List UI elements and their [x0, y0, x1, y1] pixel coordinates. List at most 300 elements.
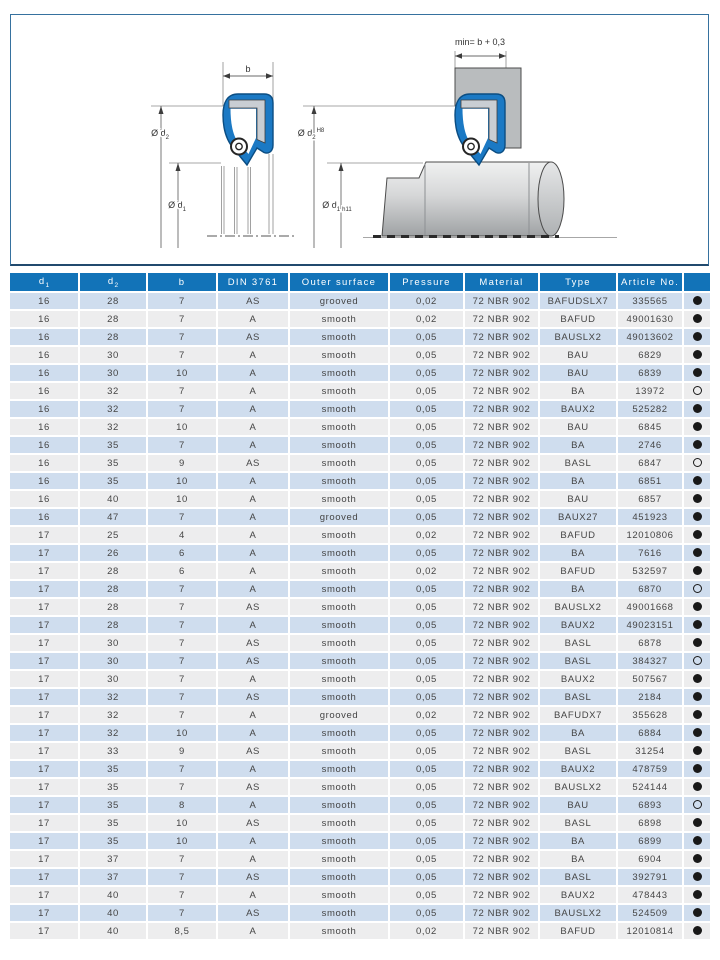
cell-pressure: 0,05 [390, 689, 463, 705]
cell-article-no: 6893 [618, 797, 682, 813]
cell-material: 72 NBR 902 [465, 671, 538, 687]
cell-d1: 16 [10, 383, 78, 399]
cell-article-no: 478759 [618, 761, 682, 777]
cell-type: BAUSLX2 [540, 779, 616, 795]
cell-material: 72 NBR 902 [465, 581, 538, 597]
cell-availability [684, 833, 710, 849]
cell-type: BA [540, 545, 616, 561]
cell-availability [684, 923, 710, 939]
cell-b: 7 [148, 869, 216, 885]
cell-outer-surface: smooth [290, 851, 388, 867]
cell-availability [684, 329, 710, 345]
cell-type: BAU [540, 365, 616, 381]
cell-b: 7 [148, 653, 216, 669]
cell-din-3761: A [218, 527, 288, 543]
cell-d2: 30 [80, 671, 146, 687]
table-row [10, 617, 710, 633]
cell-d2: 28 [80, 581, 146, 597]
d1-dimension-label: Ø $d_1$ [168, 200, 186, 213]
cell-b: 10 [148, 419, 216, 435]
cell-b: 10 [148, 365, 216, 381]
cell-pressure: 0,05 [390, 761, 463, 777]
table-row [10, 635, 710, 651]
table-row [10, 527, 710, 543]
cell-material: 72 NBR 902 [465, 563, 538, 579]
cell-din-3761: A [218, 707, 288, 723]
cell-outer-surface: smooth [290, 617, 388, 633]
table-row [10, 293, 710, 309]
cell-d2: 28 [80, 293, 146, 309]
cell-article-no: 524509 [618, 905, 682, 921]
cell-b: 7 [148, 671, 216, 687]
cell-pressure: 0,05 [390, 833, 463, 849]
header-d1: $d_1$ [10, 273, 78, 291]
header-pressure: Pressure [390, 273, 463, 291]
cell-type: BA [540, 581, 616, 597]
cell-outer-surface: smooth [290, 401, 388, 417]
cell-availability [684, 581, 710, 597]
cell-material: 72 NBR 902 [465, 725, 538, 741]
cell-article-no: 6904 [618, 851, 682, 867]
cell-outer-surface: smooth [290, 365, 388, 381]
cell-d1: 17 [10, 599, 78, 615]
table-row [10, 329, 710, 345]
cell-b: 7 [148, 329, 216, 345]
cell-availability [684, 707, 710, 723]
cell-outer-surface: smooth [290, 581, 388, 597]
cell-availability [684, 563, 710, 579]
cell-availability [684, 419, 710, 435]
cell-pressure: 0,05 [390, 473, 463, 489]
cell-material: 72 NBR 902 [465, 509, 538, 525]
cell-d2: 30 [80, 635, 146, 651]
cell-pressure: 0,05 [390, 779, 463, 795]
cell-d2: 35 [80, 779, 146, 795]
cell-outer-surface: smooth [290, 437, 388, 453]
table-row [10, 455, 710, 471]
cell-d2: 28 [80, 311, 146, 327]
cell-d1: 17 [10, 797, 78, 813]
cell-b: 10 [148, 833, 216, 849]
table-row [10, 599, 710, 615]
table-row [10, 779, 710, 795]
cell-article-no: 6857 [618, 491, 682, 507]
cell-availability [684, 653, 710, 669]
cell-b: 7 [148, 401, 216, 417]
cell-material: 72 NBR 902 [465, 347, 538, 363]
cell-b: 7 [148, 617, 216, 633]
header-availability [684, 273, 710, 291]
cell-b: 7 [148, 851, 216, 867]
cell-outer-surface: grooved [290, 707, 388, 723]
technical-drawing-panel [10, 14, 709, 266]
cell-availability [684, 779, 710, 795]
cell-din-3761: A [218, 347, 288, 363]
cell-pressure: 0,05 [390, 437, 463, 453]
cell-article-no: 12010814 [618, 923, 682, 939]
cell-availability [684, 311, 710, 327]
table-row [10, 851, 710, 867]
filled-circle-icon [693, 602, 702, 611]
cell-din-3761: A [218, 581, 288, 597]
cell-article-no: 2184 [618, 689, 682, 705]
cell-article-no: 384327 [618, 653, 682, 669]
filled-circle-icon [693, 566, 702, 575]
cell-d2: 35 [80, 473, 146, 489]
cell-material: 72 NBR 902 [465, 599, 538, 615]
cell-d1: 17 [10, 689, 78, 705]
cell-material: 72 NBR 902 [465, 329, 538, 345]
cell-outer-surface: smooth [290, 761, 388, 777]
cell-outer-surface: smooth [290, 635, 388, 651]
shaft [382, 162, 564, 236]
cell-type: BAUX2 [540, 671, 616, 687]
cell-outer-surface: smooth [290, 599, 388, 615]
cell-material: 72 NBR 902 [465, 797, 538, 813]
filled-circle-icon [693, 764, 702, 773]
cell-type: BAU [540, 347, 616, 363]
cell-d2: 32 [80, 725, 146, 741]
cell-din-3761: A [218, 797, 288, 813]
table-row [10, 923, 710, 939]
cell-availability [684, 599, 710, 615]
cell-material: 72 NBR 902 [465, 833, 538, 849]
cell-din-3761: A [218, 365, 288, 381]
cell-d2: 40 [80, 491, 146, 507]
cell-article-no: 13972 [618, 383, 682, 399]
header-article-no: Article No. [618, 273, 682, 291]
cell-d1: 16 [10, 509, 78, 525]
cell-material: 72 NBR 902 [465, 851, 538, 867]
cell-b: 7 [148, 437, 216, 453]
cell-d1: 16 [10, 437, 78, 453]
cell-b: 7 [148, 887, 216, 903]
cell-din-3761: AS [218, 329, 288, 345]
cell-outer-surface: smooth [290, 905, 388, 921]
cell-d1: 17 [10, 923, 78, 939]
cell-availability [684, 635, 710, 651]
cell-pressure: 0,02 [390, 923, 463, 939]
cell-material: 72 NBR 902 [465, 473, 538, 489]
cell-article-no: 49001668 [618, 599, 682, 615]
cell-d2: 35 [80, 761, 146, 777]
cell-material: 72 NBR 902 [465, 869, 538, 885]
cell-b: 7 [148, 689, 216, 705]
cell-pressure: 0,05 [390, 815, 463, 831]
cell-b: 8,5 [148, 923, 216, 939]
cell-din-3761: A [218, 761, 288, 777]
cell-availability [684, 437, 710, 453]
cell-availability [684, 797, 710, 813]
cell-d2: 35 [80, 455, 146, 471]
cell-article-no: 49013602 [618, 329, 682, 345]
cell-d2: 25 [80, 527, 146, 543]
cell-type: BAUX2 [540, 887, 616, 903]
filled-circle-icon [693, 350, 702, 359]
cell-pressure: 0,05 [390, 653, 463, 669]
cell-availability [684, 671, 710, 687]
cell-pressure: 0,05 [390, 383, 463, 399]
table-row [10, 563, 710, 579]
cell-material: 72 NBR 902 [465, 527, 538, 543]
cell-din-3761: A [218, 437, 288, 453]
cell-b: 6 [148, 563, 216, 579]
cell-d1: 16 [10, 365, 78, 381]
table-row [10, 401, 710, 417]
cell-b: 6 [148, 545, 216, 561]
cell-b: 9 [148, 455, 216, 471]
cell-outer-surface: smooth [290, 419, 388, 435]
cell-d1: 17 [10, 869, 78, 885]
cell-type: BAU [540, 419, 616, 435]
cell-article-no: 6839 [618, 365, 682, 381]
cell-pressure: 0,05 [390, 905, 463, 921]
cell-d2: 35 [80, 437, 146, 453]
cell-material: 72 NBR 902 [465, 311, 538, 327]
table-row [10, 671, 710, 687]
table-row [10, 887, 710, 903]
filled-circle-icon [693, 314, 702, 323]
table-row [10, 689, 710, 705]
cell-material: 72 NBR 902 [465, 545, 538, 561]
cell-pressure: 0,05 [390, 635, 463, 651]
cell-b: 10 [148, 491, 216, 507]
cell-b: 10 [148, 473, 216, 489]
cell-din-3761: AS [218, 743, 288, 759]
cell-outer-surface: smooth [290, 491, 388, 507]
cell-d2: 37 [80, 869, 146, 885]
cell-d2: 28 [80, 563, 146, 579]
cell-article-no: 12010806 [618, 527, 682, 543]
cell-availability [684, 851, 710, 867]
cell-pressure: 0,05 [390, 671, 463, 687]
cell-article-no: 6851 [618, 473, 682, 489]
cell-type: BASL [540, 653, 616, 669]
cell-type: BAU [540, 797, 616, 813]
cell-material: 72 NBR 902 [465, 419, 538, 435]
cell-b: 7 [148, 383, 216, 399]
filled-circle-icon [693, 530, 702, 539]
cell-pressure: 0,05 [390, 491, 463, 507]
cell-d1: 16 [10, 311, 78, 327]
cell-type: BASL [540, 689, 616, 705]
cell-din-3761: AS [218, 905, 288, 921]
cell-type: BA [540, 437, 616, 453]
cell-type: BAFUD [540, 563, 616, 579]
cell-b: 9 [148, 743, 216, 759]
cell-pressure: 0,02 [390, 527, 463, 543]
cell-outer-surface: smooth [290, 473, 388, 489]
cell-article-no: 6829 [618, 347, 682, 363]
cell-article-no: 335565 [618, 293, 682, 309]
cell-availability [684, 617, 710, 633]
cell-type: BASL [540, 743, 616, 759]
cell-d2: 35 [80, 833, 146, 849]
cell-article-no: 6870 [618, 581, 682, 597]
filled-circle-icon [693, 872, 702, 881]
cell-din-3761: AS [218, 653, 288, 669]
cell-d1: 17 [10, 563, 78, 579]
cell-type: BASL [540, 815, 616, 831]
filled-circle-icon [693, 404, 702, 413]
cell-din-3761: A [218, 473, 288, 489]
cell-d2: 37 [80, 851, 146, 867]
cell-article-no: 451923 [618, 509, 682, 525]
cell-d2: 35 [80, 797, 146, 813]
cell-d2: 40 [80, 887, 146, 903]
cell-din-3761: A [218, 563, 288, 579]
cell-b: 7 [148, 347, 216, 363]
filled-circle-icon [693, 548, 702, 557]
cell-outer-surface: smooth [290, 329, 388, 345]
table-row [10, 473, 710, 489]
cell-type: BAU [540, 491, 616, 507]
cell-din-3761: A [218, 491, 288, 507]
cell-pressure: 0,02 [390, 311, 463, 327]
cell-din-3761: A [218, 401, 288, 417]
cell-din-3761: A [218, 509, 288, 525]
table-row [10, 725, 710, 741]
cell-din-3761: AS [218, 455, 288, 471]
cell-article-no: 6899 [618, 833, 682, 849]
cell-material: 72 NBR 902 [465, 293, 538, 309]
cell-material: 72 NBR 902 [465, 707, 538, 723]
cell-article-no: 532597 [618, 563, 682, 579]
cell-d1: 17 [10, 725, 78, 741]
cell-availability [684, 491, 710, 507]
filled-circle-icon [693, 512, 702, 521]
filled-circle-icon [693, 926, 702, 935]
cell-availability [684, 725, 710, 741]
filled-circle-icon [693, 332, 702, 341]
cell-din-3761: A [218, 671, 288, 687]
cell-availability [684, 905, 710, 921]
cell-din-3761: AS [218, 689, 288, 705]
cell-d1: 17 [10, 653, 78, 669]
cell-b: 7 [148, 311, 216, 327]
cell-article-no: 31254 [618, 743, 682, 759]
cell-outer-surface: smooth [290, 671, 388, 687]
cell-din-3761: A [218, 383, 288, 399]
cell-d1: 17 [10, 851, 78, 867]
cell-article-no: 6878 [618, 635, 682, 651]
table-row [10, 707, 710, 723]
cell-d2: 28 [80, 329, 146, 345]
cell-d2: 47 [80, 509, 146, 525]
table-row [10, 815, 710, 831]
open-circle-icon [693, 584, 702, 593]
table-row [10, 833, 710, 849]
header-type: Type [540, 273, 616, 291]
cell-type: BA [540, 725, 616, 741]
cell-article-no: 6884 [618, 725, 682, 741]
cell-b: 7 [148, 707, 216, 723]
cell-pressure: 0,02 [390, 707, 463, 723]
seal-drawing [11, 15, 708, 264]
cell-d1: 16 [10, 419, 78, 435]
filled-circle-icon [693, 836, 702, 845]
cell-outer-surface: smooth [290, 689, 388, 705]
cell-b: 4 [148, 527, 216, 543]
cell-pressure: 0,05 [390, 509, 463, 525]
cell-type: BA [540, 383, 616, 399]
cell-b: 10 [148, 815, 216, 831]
cell-b: 7 [148, 509, 216, 525]
cell-availability [684, 473, 710, 489]
cell-outer-surface: grooved [290, 509, 388, 525]
cell-availability [684, 527, 710, 543]
cell-material: 72 NBR 902 [465, 455, 538, 471]
right-figure-installation [298, 37, 617, 248]
table-header-row [10, 273, 710, 291]
cell-outer-surface: smooth [290, 383, 388, 399]
cell-d1: 16 [10, 473, 78, 489]
cell-type: BA [540, 851, 616, 867]
cell-d1: 16 [10, 347, 78, 363]
cell-din-3761: A [218, 617, 288, 633]
table-row [10, 905, 710, 921]
cell-outer-surface: grooved [290, 293, 388, 309]
cell-d1: 17 [10, 887, 78, 903]
cell-pressure: 0,05 [390, 329, 463, 345]
cell-d1: 17 [10, 581, 78, 597]
cell-pressure: 0,05 [390, 743, 463, 759]
cell-d1: 17 [10, 617, 78, 633]
cell-d2: 32 [80, 383, 146, 399]
cell-din-3761: A [218, 545, 288, 561]
cell-d1: 17 [10, 527, 78, 543]
cell-article-no: 6845 [618, 419, 682, 435]
cell-type: BAUSLX2 [540, 599, 616, 615]
cell-material: 72 NBR 902 [465, 761, 538, 777]
cell-material: 72 NBR 902 [465, 815, 538, 831]
cell-availability [684, 689, 710, 705]
cell-b: 7 [148, 761, 216, 777]
cell-article-no: 49001630 [618, 311, 682, 327]
cell-article-no: 525282 [618, 401, 682, 417]
cell-outer-surface: smooth [290, 923, 388, 939]
cell-din-3761: A [218, 725, 288, 741]
cell-outer-surface: smooth [290, 545, 388, 561]
filled-circle-icon [693, 728, 702, 737]
table-row [10, 491, 710, 507]
filled-circle-icon [693, 494, 702, 503]
cell-d2: 26 [80, 545, 146, 561]
filled-circle-icon [693, 476, 702, 485]
table-row [10, 311, 710, 327]
table-row [10, 653, 710, 669]
cell-type: BAUX27 [540, 509, 616, 525]
cell-availability [684, 293, 710, 309]
cell-pressure: 0,05 [390, 851, 463, 867]
cell-article-no: 507567 [618, 671, 682, 687]
cell-article-no: 355628 [618, 707, 682, 723]
cell-pressure: 0,02 [390, 563, 463, 579]
cell-pressure: 0,05 [390, 797, 463, 813]
cell-material: 72 NBR 902 [465, 779, 538, 795]
cell-pressure: 0,05 [390, 347, 463, 363]
cell-article-no: 524144 [618, 779, 682, 795]
cell-type: BAUSLX2 [540, 329, 616, 345]
d2-h8-dimension-label: Ø $d_2^{H8}$ [297, 128, 325, 141]
cell-type: BAUX2 [540, 761, 616, 777]
cell-article-no: 478443 [618, 887, 682, 903]
table-row [10, 347, 710, 363]
cell-outer-surface: smooth [290, 887, 388, 903]
open-circle-icon [693, 386, 702, 395]
cell-article-no: 7616 [618, 545, 682, 561]
cell-material: 72 NBR 902 [465, 383, 538, 399]
